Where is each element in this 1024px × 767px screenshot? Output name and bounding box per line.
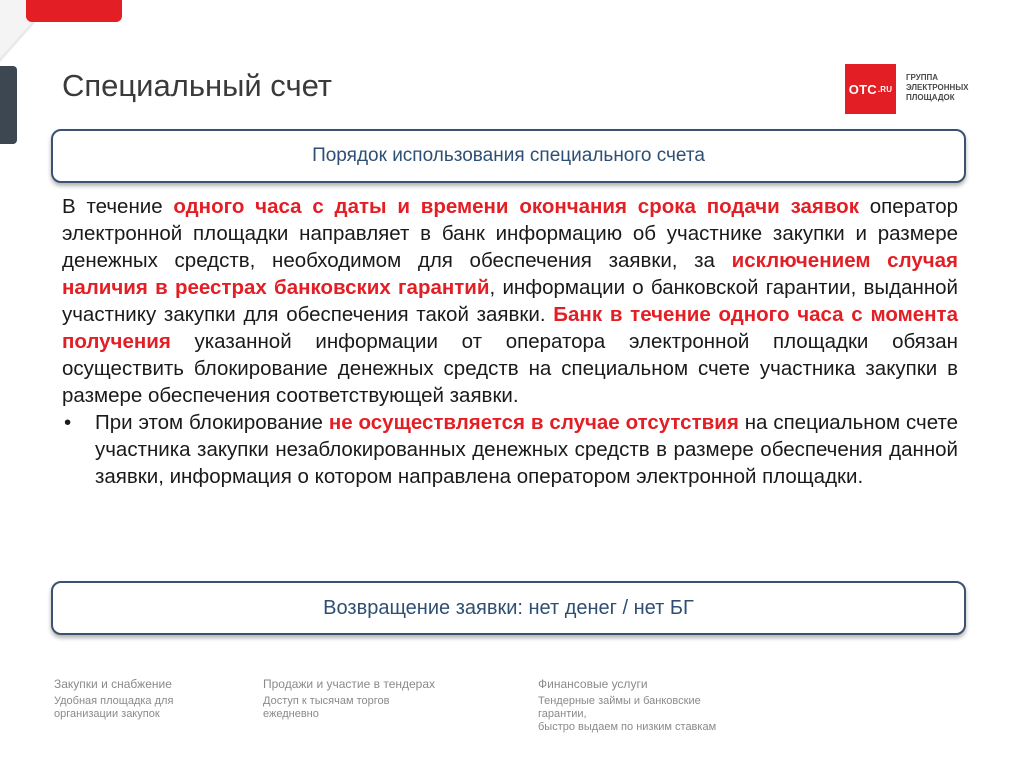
body-text	[62, 193, 958, 490]
footer-title: Закупки и снабжение	[54, 677, 172, 691]
footer-title: Финансовые услуги	[538, 677, 648, 691]
conclusion-text: Возвращение заявки: нет денег / нет БГ	[323, 596, 694, 619]
logo-brand: OTC	[848, 81, 877, 97]
logo-suffix: .RU	[877, 84, 893, 94]
footer-subtitle: Удобная площадка для организации закупок	[54, 695, 174, 720]
section-marker	[0, 66, 17, 144]
footer-title: Продажи и участие в тендерах	[263, 677, 436, 691]
footer-column-procurement	[54, 677, 244, 721]
header-decoration	[0, 0, 1024, 64]
text-run: на специальном счете участника закупки незаблокированных денежных средств в размере обеспечения данной заявки, информация о котором направлена оператором электронной площадки.	[95, 411, 959, 488]
text-run: , информации о банковской гарантии, выданной участнику закупки для обеспечения такой заявки.	[62, 276, 958, 326]
text-run: В течение	[62, 195, 174, 218]
highlight-deadline: одного часа с даты и времени окончания срока подачи заявок	[173, 195, 859, 218]
main-paragraph	[62, 193, 958, 409]
subtitle-banner	[51, 129, 966, 183]
page-title: Специальный счет	[62, 68, 333, 103]
highlight-not-blocked: не осуществляется в случае отсутствия	[328, 411, 739, 434]
footer-column-finance	[538, 677, 778, 734]
subtitle-text: Порядок использования специального счета	[312, 145, 705, 166]
footer-subtitle: Доступ к тысячам торгов ежедневно	[263, 695, 390, 720]
footer-subtitle: Тендерные займы и банковские гарантии, быстро выдаем по низким ставкам	[538, 695, 717, 733]
text-run: указанной информации от оператора электронной площадки обязан осуществить блокирование денежных средств на специальном счете участника закупки в размере обеспечения соответствующей заявки.	[62, 330, 958, 407]
bullet-marker: •	[64, 411, 72, 434]
accent-tab	[26, 0, 122, 22]
text-run: При этом блокирование	[95, 411, 329, 434]
logo-tagline: ГРУППА ЭЛЕКТРОННЫХ ПЛОЩАДОК	[906, 73, 969, 102]
text-run: оператор электронной площадки направляет в банк информацию об участнике закупки и размере денежных средств, необходимом для обеспечения заявки, за	[62, 195, 958, 272]
bullet-item	[62, 409, 958, 490]
conclusion-banner	[51, 581, 966, 635]
highlight-exception: исключением случая наличия в реестрах банковских гарантий	[62, 249, 958, 299]
footer-column-sales	[263, 677, 483, 721]
highlight-bank-hour: Банк в течение одного часа с момента получения	[62, 303, 958, 353]
otc-logo-icon	[845, 64, 896, 114]
